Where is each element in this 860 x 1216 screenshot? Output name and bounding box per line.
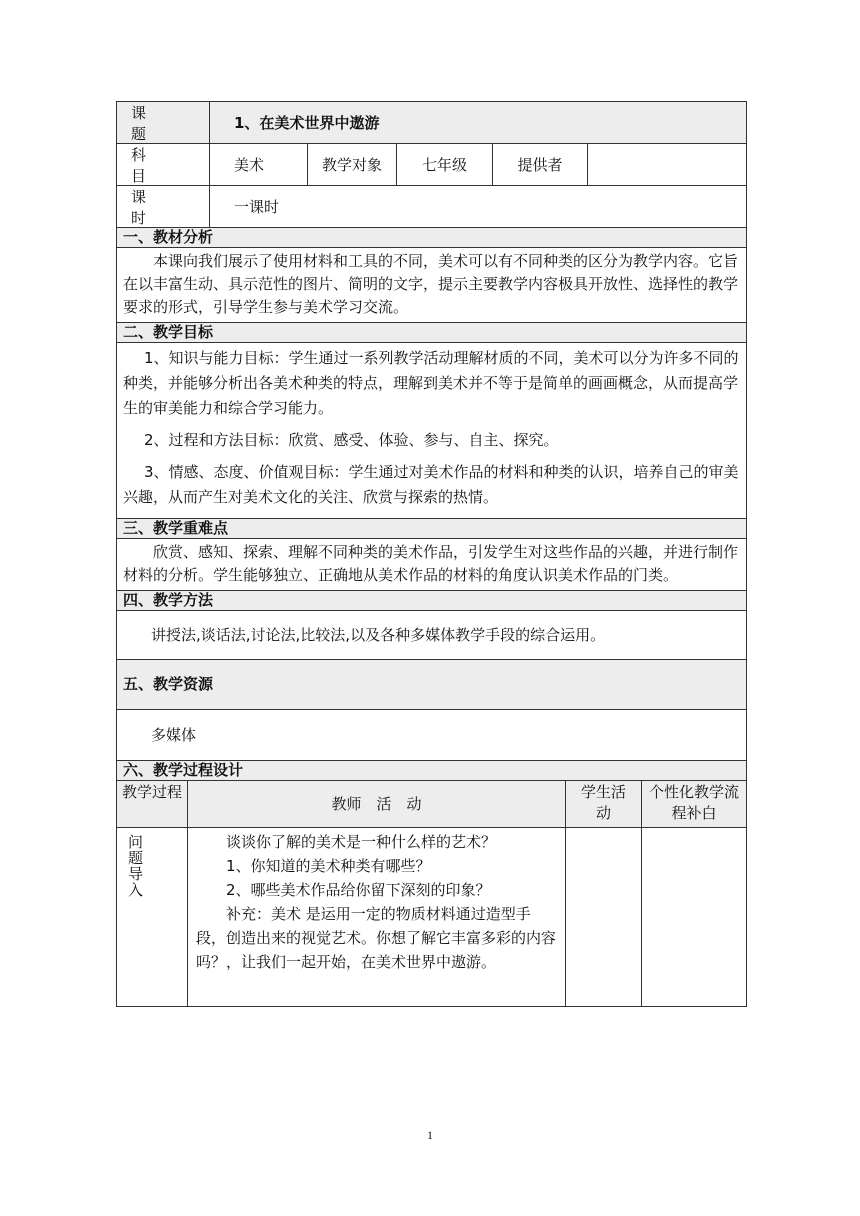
process-row-intro xyxy=(117,828,746,1006)
period-value: 一课时 xyxy=(234,198,280,216)
section-materials-analysis xyxy=(116,228,747,323)
header-block xyxy=(116,101,747,228)
student-activity-cell xyxy=(566,828,642,1006)
section-process-design xyxy=(116,761,747,1007)
topic-label: 课 题 xyxy=(117,102,210,143)
audience-label: 教学对象 xyxy=(308,144,397,185)
notes-cell xyxy=(642,828,746,1006)
process-col-notes: 个性化教学流程补白 xyxy=(648,783,739,822)
section-teaching-goals xyxy=(116,323,747,519)
teacher-line: 谈谈你了解的美术是一种什么样的艺术？ xyxy=(226,833,497,851)
section-key-points xyxy=(116,519,747,591)
section-title: 一、教材分析 xyxy=(117,228,746,248)
topic-row xyxy=(117,102,746,144)
audience-value: 七年级 xyxy=(397,144,493,185)
period-label: 课 时 xyxy=(117,186,210,227)
page-number: 1 xyxy=(427,1128,433,1142)
process-col-student: 学生活动 xyxy=(566,781,642,827)
process-stage: 问题导入 xyxy=(126,834,144,898)
goal-attitude: 3、情感、态度、价值观目标：学生通过对美术作品的材料和种类的认识，培养自己的审美兴趣，从而产生对美术文化的关注、欣赏与探索的热情。 xyxy=(123,463,739,506)
lesson-plan-table xyxy=(116,101,747,1007)
period-row xyxy=(117,186,746,228)
section-text: 讲授法,谈话法,讨论法,比较法,以及各种多媒体教学手段的综合运用。 xyxy=(151,625,606,644)
process-header-row xyxy=(117,781,746,828)
section-teaching-methods xyxy=(116,591,747,660)
teacher-line: 1、你知道的美术种类有哪些？ xyxy=(226,857,431,875)
goal-process: 2、过程和方法目标：欣赏、感受、体验、参与、自主、探究。 xyxy=(144,431,559,449)
subject-row xyxy=(117,144,746,186)
goal-knowledge: 1、知识与能力目标：学生通过一系列教学活动理解材质的不同，美术可以分为许多不同的种类，并能够分析出各美术种类的特点，理解到美术并不等于是简单的画画概念，从而提高学生的审美能力和综合学习能力。 xyxy=(123,349,739,417)
section-title: 二、教学目标 xyxy=(117,323,746,343)
teacher-line: 2、哪些美术作品给你留下深刻的印象？ xyxy=(226,881,491,899)
section-text: 欣赏、感知、探索、理解不同种类的美术作品，引发学生对这些作品的兴趣，并进行制作材料的分析。学生能够独立、正确地从美术作品的材料的角度认识美术作品的门类。 xyxy=(123,543,739,584)
section-title: 六、教学过程设计 xyxy=(117,761,746,781)
section-title: 四、教学方法 xyxy=(117,591,746,611)
section-text: 本课向我们展示了使用材料和工具的不同，美术可以有不同种类的区分为教学内容。它旨在以丰富生动、具示范性的图片、简明的文字，提示主要教学内容极具开放性、选择性的教学要求的形式，引导学生参与美术学习交流。 xyxy=(123,252,739,316)
subject-label: 科 目 xyxy=(117,144,210,185)
process-col-stage: 教学过程 xyxy=(117,781,188,827)
teacher-line: 补充：美术 是运用一定的物质材料通过造型手段，创造出来的视觉艺术。你想了解它丰富多彩的内容吗？，让我们一起开始，在美术世界中遨游。 xyxy=(196,905,557,971)
section-teaching-resources xyxy=(116,660,747,761)
section-text: 多媒体 xyxy=(151,725,197,744)
section-title: 三、教学重难点 xyxy=(117,519,746,539)
subject-value: 美术 xyxy=(210,144,308,185)
process-col-teacher: 教师 活 动 xyxy=(188,781,566,827)
provider-label: 提供者 xyxy=(493,144,588,185)
topic-value: 1、在美术世界中遨游 xyxy=(210,102,746,143)
provider-value xyxy=(588,144,746,185)
section-title: 五、教学资源 xyxy=(117,660,746,710)
